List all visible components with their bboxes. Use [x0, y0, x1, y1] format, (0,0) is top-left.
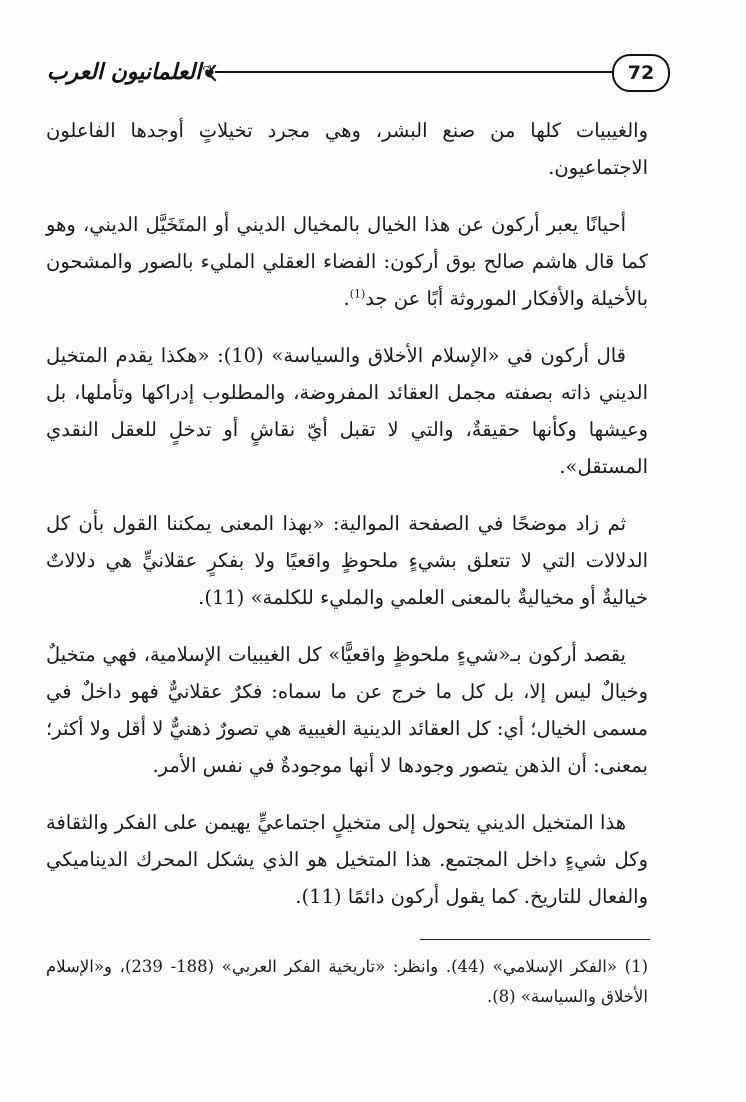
body-text	[46, 112, 648, 935]
ornament-icon: ❦	[202, 62, 218, 83]
paragraph: يقصد أركون بـ«شيءٍ ملحوظٍ واقعيًّا» كل الغيبيات الإسلامية، فهي متخيلٌ وخيالٌ ليس إلا، بل كل ما خرج عن ما سماه: فكرٌ عقلانيٌّ فهو داخلٌ في مسمى الخيال؛ أي: كل العقائد الدينية الغيبية هي تصورٌ ذهنيٌّ لا أقل ولا أكثر؛ بمعنى: أن الذهن يتصور وجودها لا أنها موجودةٌ في نفس الأمر.	[46, 643, 648, 777]
page-number: 72	[612, 54, 670, 92]
footnote-marker: (1)	[349, 287, 366, 301]
paragraph: أحيانًا يعبر أركون عن هذا الخيال بالمخيال الديني أو المتَخَيَّل الديني، وهو كما قال هاشم صالح بوق أركون: الفضاء العقلي المليء بالصور والمشحون بالأخيلة والأفكار الموروثة أبًا عن جد$^{(1)}$.	[46, 213, 648, 310]
page-header	[30, 48, 710, 104]
footnote-rule	[420, 939, 650, 940]
footnote: (1) «الفكر الإسلامي» (44). وانظر: «تاريخية الفكر العربي» (188- 239)، و«الإسلام الأخلاق والسياسة» (8).	[46, 957, 649, 1006]
paragraph: ثم زاد موضحًا في الصفحة الموالية: «بهذا المعنى يمكننا القول بأن كل الدلالات التي لا تتعلق بشيءٍ ملحوظٍ واقعيًا ولا بفكرٍ عقلانيٍّ هي دلالاتٌ خياليةٌ أو مخياليةٌ بالمعنى العلمي والمليء للكلمة» (11).	[46, 512, 648, 609]
header-rule	[215, 71, 614, 73]
paragraph: والغيبيات كلها من صنع البشر، وهي مجرد تخيلاتٍ أوجدها الفاعلون الاجتماعيون.	[46, 119, 648, 179]
paragraph: قال أركون في «الإسلام الأخلاق والسياسة» (10): «هكذا يقدم المتخيل الديني ذاته بصفته مجمل العقائد المفروضة، والمطلوب إدراكها وتأملها، بل وعيشها وكأنها حقيقةٌ، والتي لا تقبل أيّ نقاشٍ أو تدخلٍ للعقل النقدي المستقل».	[46, 344, 648, 478]
book-title: العلمانيون العرب	[46, 59, 202, 85]
paragraph: هذا المتخيل الديني يتحول إلى متخيلٍ اجتماعيٍّ يهيمن على الفكر والثقافة وكل شيءٍ داخل المجتمع. هذا المتخيل هو الذي يشكل المحرك الديناميكي والفعال للتاريخ. كما يقول أركون دائمًا (11).	[46, 811, 648, 908]
